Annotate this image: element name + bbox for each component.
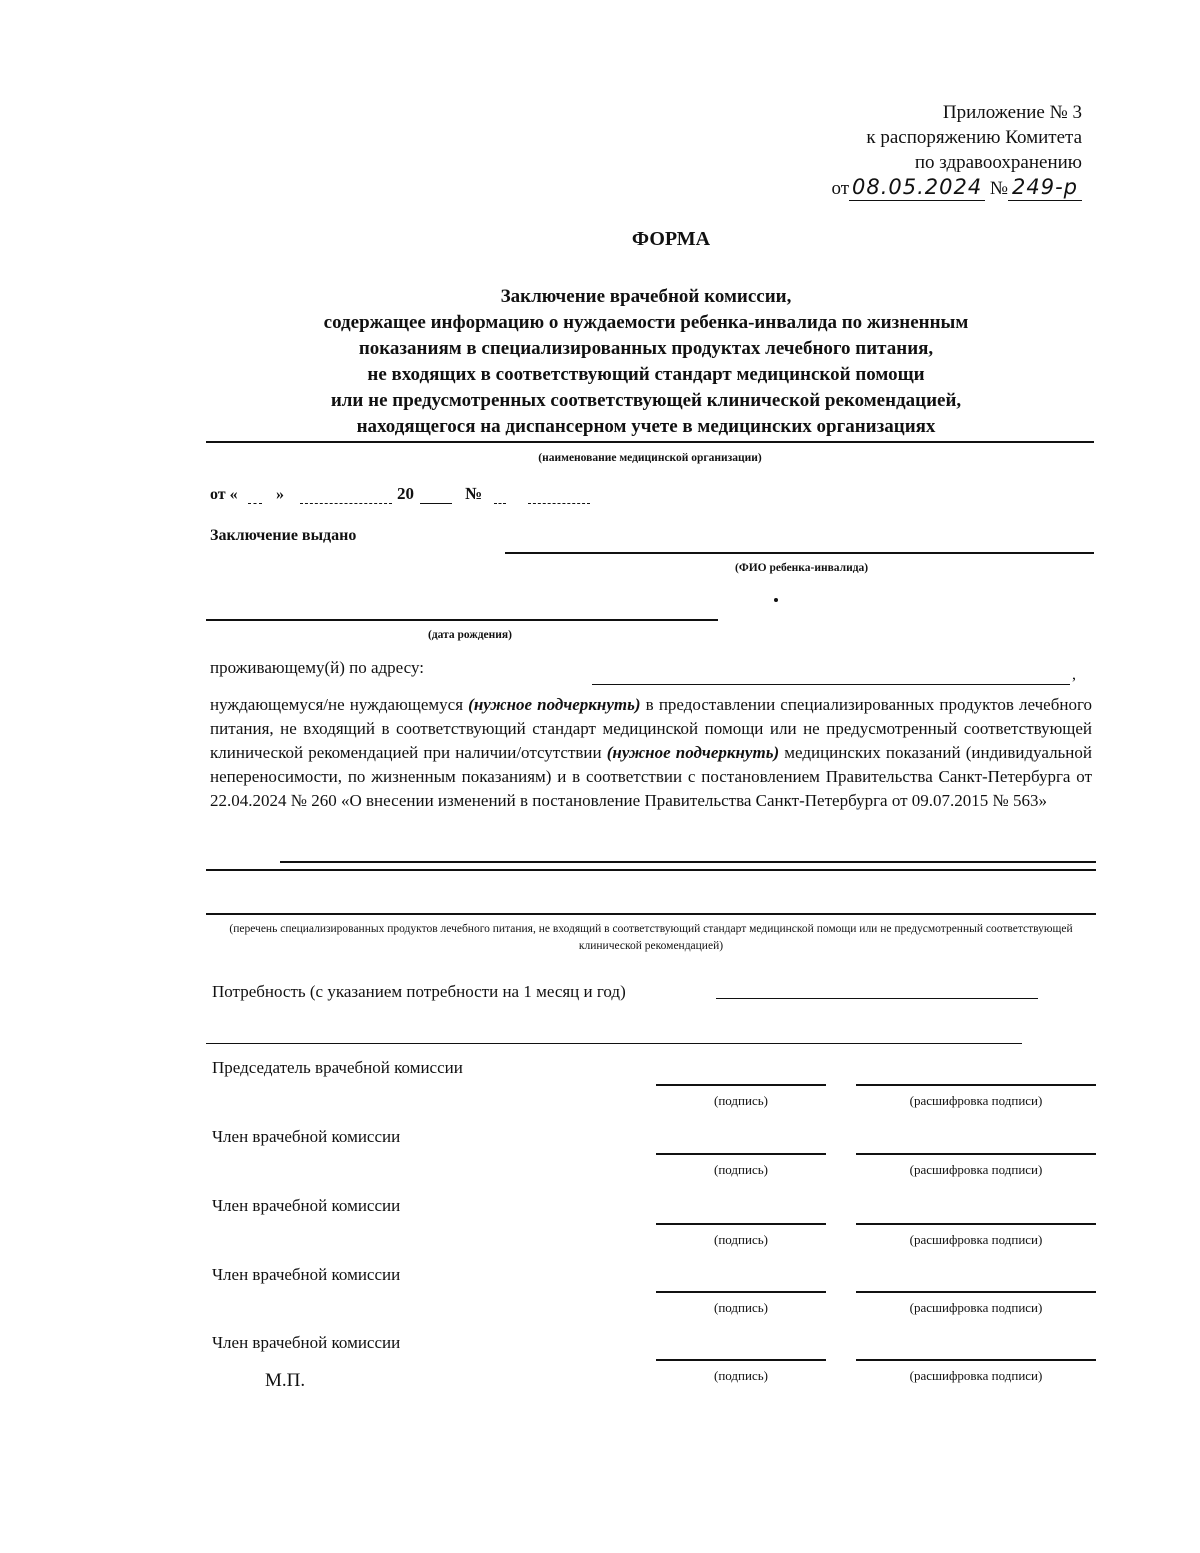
date-year-field[interactable] <box>420 503 452 504</box>
signature-field[interactable] <box>656 1084 826 1086</box>
need-label: Потребность (с указанием потребности на 1 месяц и год) <box>212 982 626 1001</box>
document-title <box>196 284 1096 440</box>
signature-role-member: Член врачебной комиссии <box>212 1265 401 1284</box>
appendix-number-prefix: № <box>989 178 1008 199</box>
need-statement-part-1: нуждающемуся/не нуждающемуся <box>210 695 469 714</box>
child-name-caption: (ФИО ребенка-инвалида) <box>735 562 869 574</box>
title-line: содержащее информацию о нуждаемости ребенка-инвалида по жизненным <box>323 312 969 333</box>
signature-decode-field[interactable] <box>856 1291 1096 1293</box>
date-line-close-quote: » <box>276 486 284 503</box>
number-field-part-1[interactable] <box>494 503 506 504</box>
date-year-prefix: 20 <box>397 484 414 503</box>
signature-caption: (подпись) <box>714 1232 768 1247</box>
need-statement <box>210 693 1092 813</box>
title-line: Заключение врачебной комиссии, <box>500 286 792 307</box>
signature-decode-caption: (расшифровка подписи) <box>909 1300 1043 1315</box>
signature-caption: (подпись) <box>714 1162 768 1177</box>
appendix-line-2: к распоряжению Комитета <box>866 127 1082 148</box>
signature-decode-caption: (расшифровка подписи) <box>909 1368 1043 1383</box>
signature-caption: (подпись) <box>714 1300 768 1315</box>
address-label <box>210 658 424 678</box>
number-sign: № <box>465 484 483 503</box>
stamp-place-label: М.П. <box>265 1370 306 1391</box>
need-statement-part-3: медицинских показаний (индивидуальной непереносимости, по жизненным показаниям) и в соответствии с постановлением Правительства Санкт-Петербурга от 22.04.2024 № 260 «О внесении изменений в постановление Правительства Санкт-Петербурга от 09.07.2015 № 563» <box>210 743 1093 810</box>
signature-role-member: Член врачебной комиссии <box>212 1333 401 1352</box>
issued-label: Заключение выдано <box>210 527 357 544</box>
underline-hint-1: (нужное подчеркнуть) <box>468 695 641 714</box>
appendix-block <box>832 100 1082 201</box>
appendix-line-1: Приложение № 3 <box>942 102 1082 123</box>
signature-decode-field[interactable] <box>856 1359 1096 1361</box>
date-day-field[interactable] <box>248 503 262 504</box>
signature-decode-field[interactable] <box>856 1084 1096 1086</box>
signature-field[interactable] <box>656 1153 826 1155</box>
need-field-line-2[interactable] <box>206 1043 1022 1044</box>
birth-date-field[interactable] <box>206 619 718 621</box>
statement-end-line <box>280 861 1096 863</box>
appendix-line-3: по здравоохранению <box>914 152 1082 173</box>
appendix-date-handwritten: 08.05.2024 <box>849 175 985 201</box>
products-field-line-2[interactable] <box>206 913 1096 915</box>
birth-date-caption: (дата рождения) <box>428 629 512 641</box>
products-caption: (перечень специализированных продуктов лечебного питания, не входящий в соответствующий стандарт медицинской помощи или не предусмотренный соответствующей клинической рекомендацией) <box>229 923 1073 952</box>
signature-field[interactable] <box>656 1359 826 1361</box>
date-month-field[interactable] <box>300 503 392 504</box>
signature-field[interactable] <box>656 1291 826 1293</box>
signature-caption: (подпись) <box>714 1368 768 1383</box>
stray-dot <box>774 598 778 602</box>
need-statement-part-2: в предоставлении специализированных продуктов лечебного питания, не входящий в соответствующий стандарт медицинской помощи или не предусмотренный соответствующей клинической рекомендацией при наличии/отсутствии <box>210 695 1092 762</box>
signature-decode-field[interactable] <box>856 1223 1096 1225</box>
underline-hint-2: (нужное подчеркнуть) <box>606 743 780 762</box>
title-line: или не предусмотренных соответствующей клинической рекомендацией, <box>330 390 962 411</box>
org-name-caption: (наименование медицинской организации) <box>538 452 762 464</box>
address-comma: , <box>1072 666 1076 683</box>
title-line: не входящих в соответствующий стандарт медицинской помощи <box>367 364 925 385</box>
address-field[interactable] <box>592 684 1070 685</box>
products-field-line-1[interactable] <box>206 869 1096 871</box>
signature-decode-caption: (расшифровка подписи) <box>909 1232 1043 1247</box>
signature-field[interactable] <box>656 1223 826 1225</box>
date-line-prefix: от « <box>210 486 238 503</box>
address-label-text: проживающему(й) по адресу: <box>210 658 424 677</box>
title-line: показаниям в специализированных продуктах лечебного питания, <box>358 338 934 359</box>
number-field-part-2[interactable] <box>528 503 590 504</box>
signature-role-member: Член врачебной комиссии <box>212 1127 401 1146</box>
signature-decode-caption: (расшифровка подписи) <box>909 1162 1043 1177</box>
title-line: находящегося на диспансерном учете в медицинских организациях <box>356 416 936 437</box>
appendix-reference <box>832 175 1082 201</box>
signature-caption: (подпись) <box>714 1093 768 1108</box>
signature-role-member: Член врачебной комиссии <box>212 1196 401 1215</box>
signature-decode-field[interactable] <box>856 1153 1096 1155</box>
org-name-field[interactable] <box>206 441 1094 443</box>
signature-decode-caption: (расшифровка подписи) <box>909 1093 1043 1108</box>
form-title: ФОРМА <box>631 228 711 250</box>
child-name-field[interactable] <box>505 552 1094 554</box>
signature-role-chairman: Председатель врачебной комиссии <box>212 1058 463 1077</box>
appendix-date-prefix: от <box>831 178 850 199</box>
appendix-number-handwritten: 249-р <box>1008 175 1082 201</box>
need-field-line-1[interactable] <box>716 998 1038 999</box>
